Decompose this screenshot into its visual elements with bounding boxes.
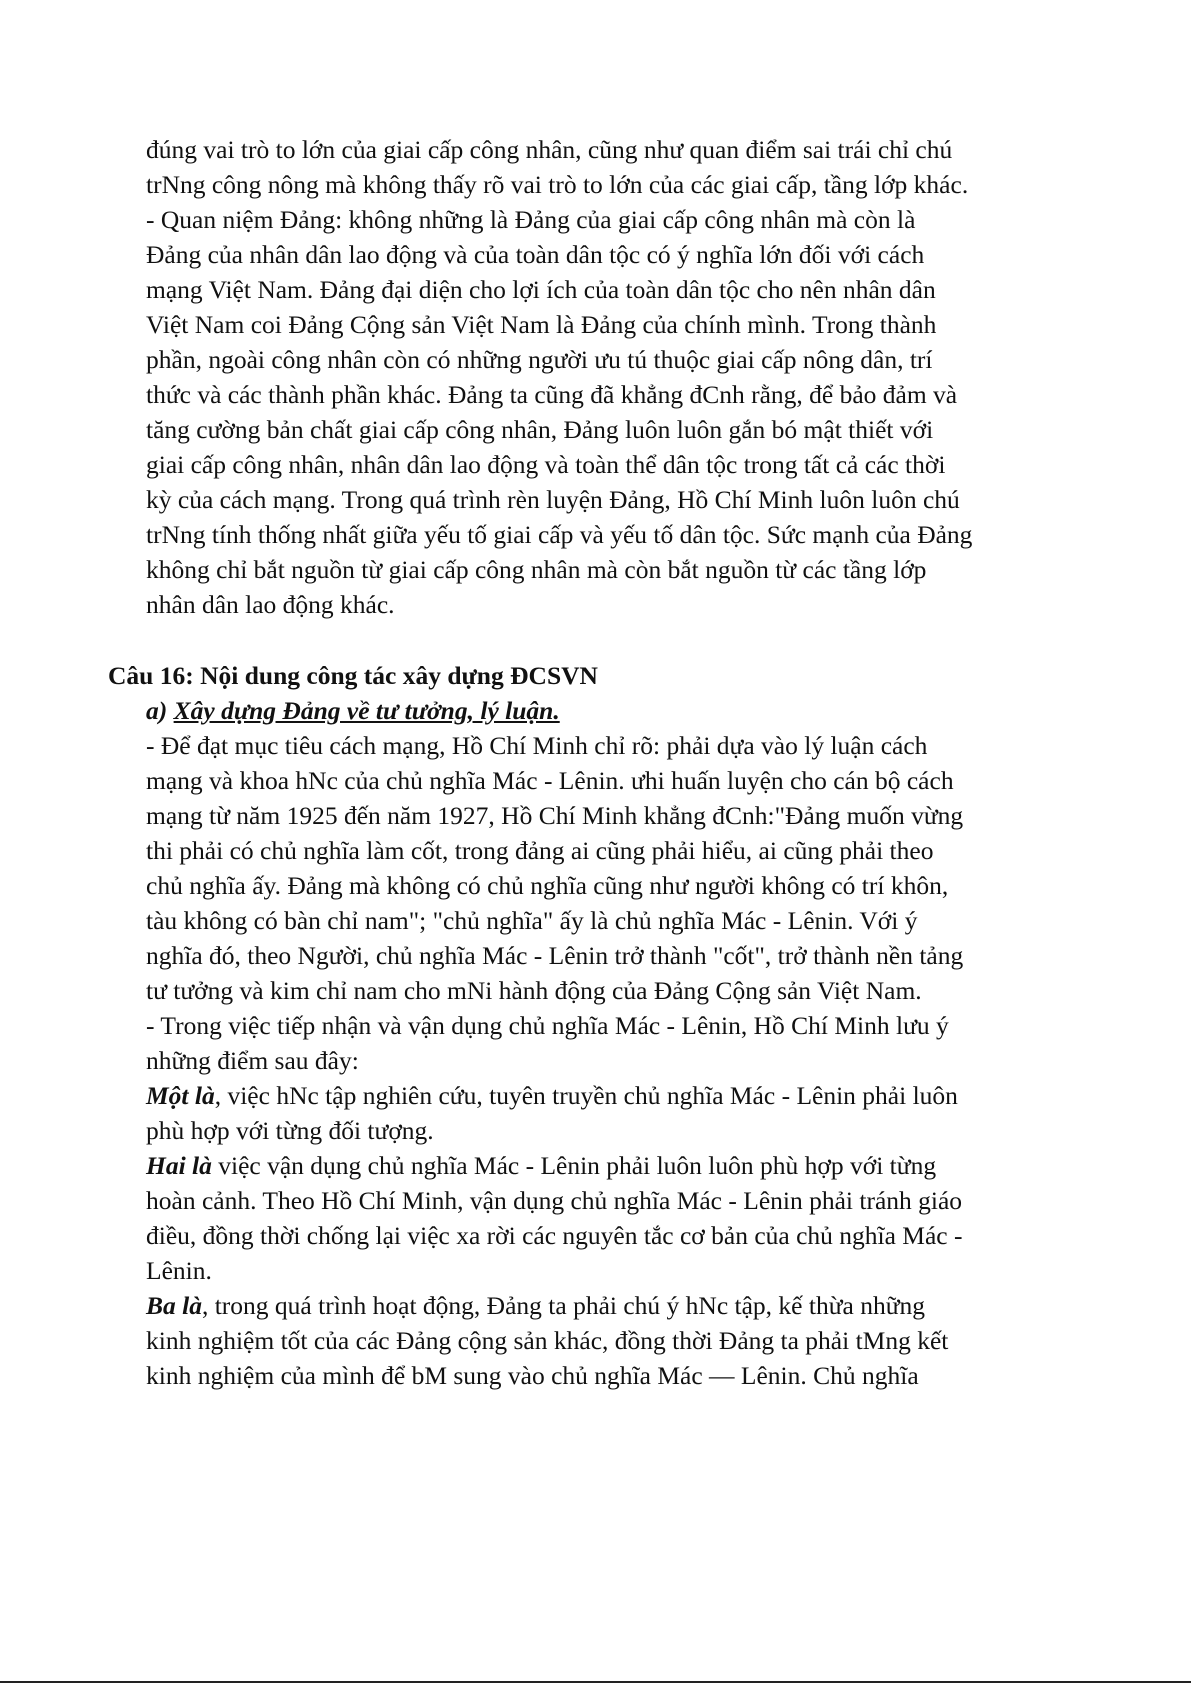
text-line: trNng công nông mà không thấy rõ vai trò to lớn của các giai cấp, tầng lớp khác. (146, 170, 969, 199)
text-line: - Để đạt mục tiêu cách mạng, Hồ Chí Minh chỉ rõ: phải dựa vào lý luận cách (146, 731, 928, 760)
text-line: kinh nghiệm của mình để bM sung vào chủ nghĩa Mác — Lênin. Chủ nghĩa (146, 1361, 919, 1390)
point-three-lead: Ba là (146, 1291, 202, 1320)
text-line: tàu không có bàn chỉ nam"; "chủ nghĩa" ấy là chủ nghĩa Mác - Lênin. Với ý (146, 906, 918, 935)
point-one-line (146, 1078, 958, 1114)
text-line: không chỉ bắt nguồn từ giai cấp công nhân mà còn bắt nguồn từ các tầng lớp (146, 555, 927, 584)
text-line: mạng từ năm 1925 đến năm 1927, Hồ Chí Minh khẳng đCnh:"Đảng muốn vừng (146, 801, 964, 830)
point-three-text: , trong quá trình hoạt động, Đảng ta phải chú ý hNc tập, kế thừa những (201, 1291, 926, 1320)
subsection-prefix: a) (146, 696, 174, 725)
point-three-line (146, 1288, 925, 1324)
text-line: những điểm sau đây: (146, 1046, 359, 1075)
text-line: - Quan niệm Đảng: không những là Đảng của giai cấp công nhân mà còn là (146, 205, 916, 234)
text-line: kinh nghiệm tốt của các Đảng cộng sản khác, đồng thời Đảng ta phải tMng kết (146, 1326, 949, 1355)
text-line: trNng tính thống nhất giữa yếu tố giai cấp và yếu tố dân tộc. Sức mạnh của Đảng (146, 520, 973, 549)
section-heading: Câu 16: Nội dung công tác xây dựng ĐCSVN (108, 661, 598, 690)
text-line: Việt Nam coi Đảng Cộng sản Việt Nam là Đảng của chính mình. Trong thành (146, 310, 937, 339)
text-line: nhân dân lao động khác. (146, 590, 395, 619)
text-line: kỳ của cách mạng. Trong quá trình rèn luyện Đảng, Hồ Chí Minh luôn luôn chú (146, 485, 960, 514)
text-line: tăng cường bản chất giai cấp công nhân, Đảng luôn luôn gắn bó mật thiết với (146, 415, 934, 444)
text-line: phần, ngoài công nhân còn có những người ưu tú thuộc giai cấp nông dân, trí (146, 345, 933, 374)
point-two-line (146, 1148, 936, 1184)
text-line: giai cấp công nhân, nhân dân lao động và toàn thể dân tộc trong tất cả các thời (146, 450, 946, 479)
text-line: nghĩa đó, theo Người, chủ nghĩa Mác - Lênin trở thành "cốt", trở thành nền tảng (146, 941, 964, 970)
text-line: đúng vai trò to lớn của giai cấp công nhân, cũng như quan điểm sai trái chỉ chú (146, 135, 953, 164)
text-line: điều, đồng thời chống lại việc xa rời các nguyên tắc cơ bản của chủ nghĩa Mác - (146, 1221, 963, 1250)
subsection-title: Xây dựng Đảng về tư tưởng, lý luận. (173, 696, 560, 725)
text-line: - Trong việc tiếp nhận và vận dụng chủ nghĩa Mác - Lênin, Hồ Chí Minh lưu ý (146, 1011, 949, 1040)
text-line: Đảng của nhân dân lao động và của toàn dân tộc có ý nghĩa lớn đối với cách (146, 240, 925, 269)
text-line: tư tưởng và kim chỉ nam cho mNi hành động của Đảng Cộng sản Việt Nam. (146, 976, 922, 1005)
text-line: mạng và khoa hNc của chủ nghĩa Mác - Lênin. ưhi huấn luyện cho cán bộ cách (146, 766, 954, 795)
subsection-heading (146, 693, 560, 729)
text-line: mạng Việt Nam. Đảng đại diện cho lợi ích của toàn dân tộc cho nên nhân dân (146, 275, 936, 304)
text-line: thi phải có chủ nghĩa làm cốt, trong đảng ai cũng phải hiểu, ai cũng phải theo (146, 836, 934, 865)
point-one-lead: Một là (146, 1081, 215, 1110)
text-line: phù hợp với từng đối tượng. (146, 1116, 434, 1145)
text-line: hoàn cảnh. Theo Hồ Chí Minh, vận dụng chủ nghĩa Mác - Lênin phải tránh giáo (146, 1186, 963, 1215)
text-line: chủ nghĩa ấy. Đảng mà không có chủ nghĩa cũng như người không có trí khôn, (146, 871, 949, 900)
text-line: thức và các thành phần khác. Đảng ta cũng đã khẳng đCnh rằng, để bảo đảm và (146, 380, 958, 409)
point-two-lead: Hai là (146, 1151, 212, 1180)
point-two-text: việc vận dụng chủ nghĩa Mác - Lênin phải luôn luôn phù hợp với từng (211, 1151, 937, 1180)
text-line: Lênin. (146, 1256, 212, 1285)
point-one-text: , việc hNc tập nghiên cứu, tuyên truyền chủ nghĩa Mác - Lênin phải luôn (214, 1081, 958, 1110)
page-bottom-rule (0, 1681, 1191, 1683)
